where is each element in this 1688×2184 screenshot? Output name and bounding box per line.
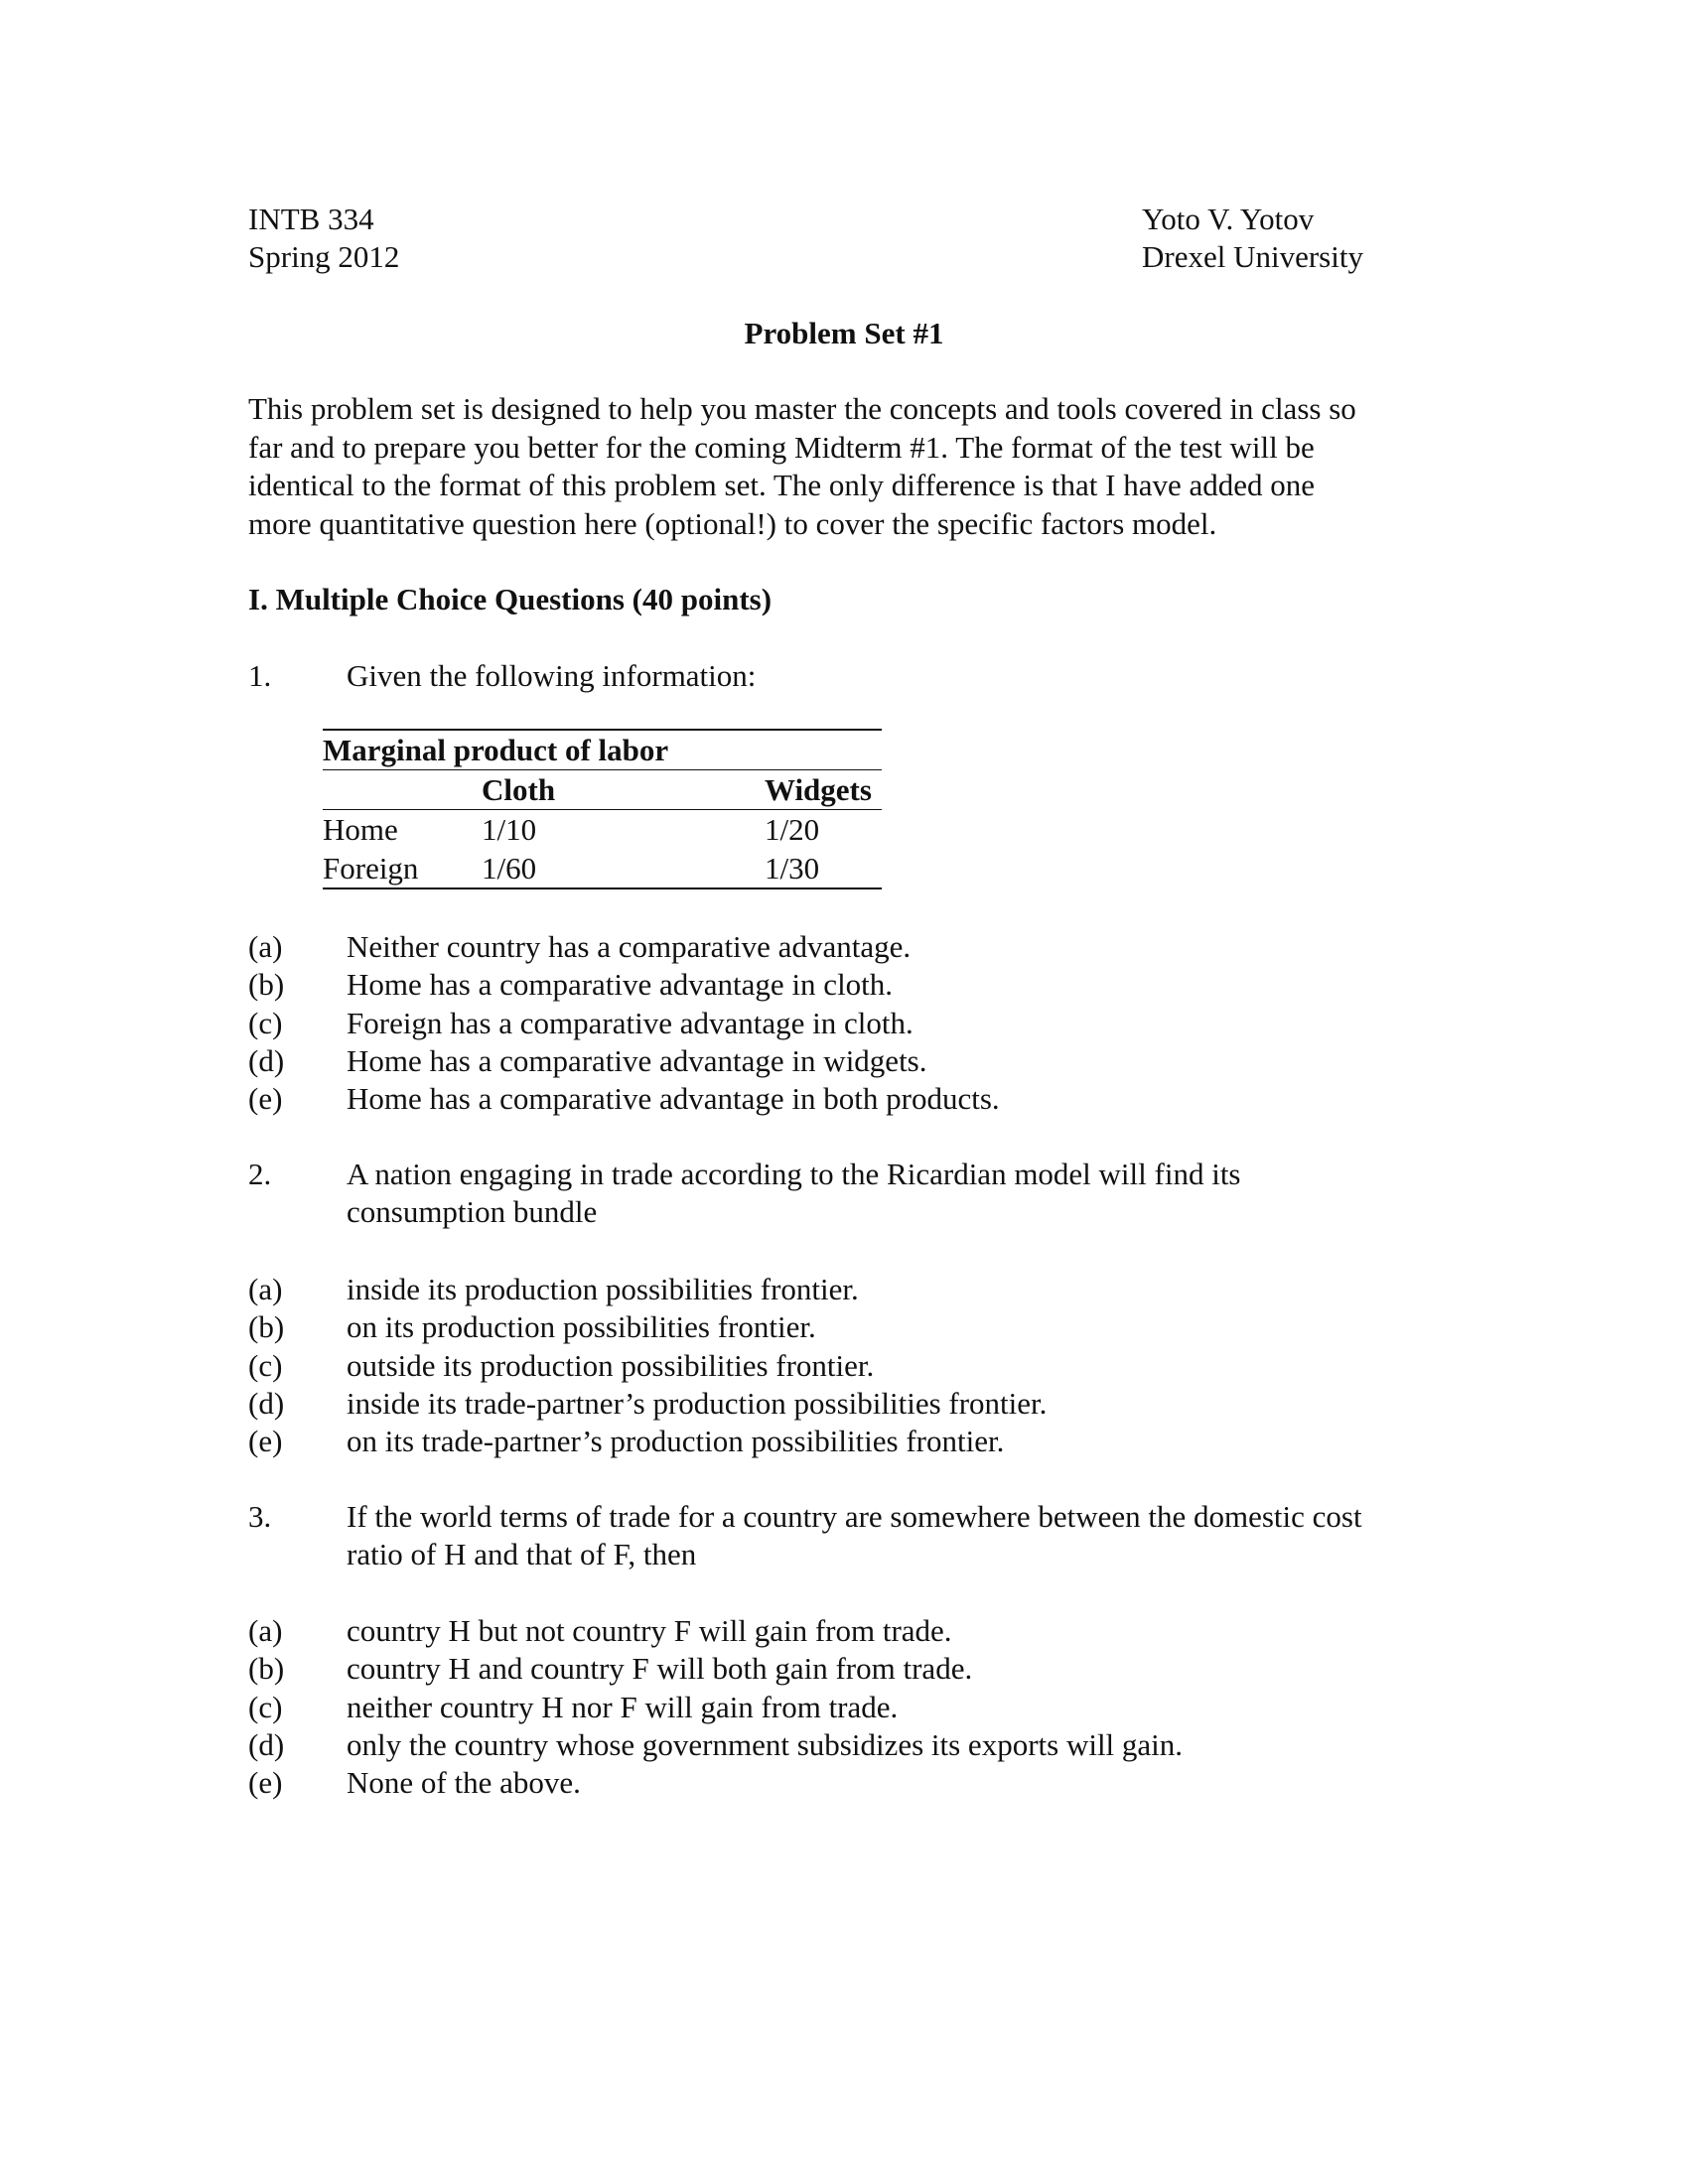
course-info	[248, 201, 399, 276]
option-text: neither country H nor F will gain from trade.	[347, 1689, 899, 1724]
answer-option[interactable]	[248, 1308, 1047, 1346]
option-text: inside its trade-partner’s production possibilities frontier.	[347, 1385, 1048, 1421]
answer-option[interactable]	[248, 1764, 1183, 1802]
option-letter: (b)	[248, 967, 285, 1003]
option-letter: (e)	[248, 1081, 283, 1117]
option-letter: (a)	[248, 1272, 283, 1306]
answer-option[interactable]	[248, 1271, 1047, 1308]
question-line: ratio of H and that of F, then	[347, 1537, 697, 1571]
marginal-product-table	[323, 729, 882, 889]
option-letter: (b)	[248, 1651, 285, 1687]
option-text: country H but not country F will gain from trade.	[347, 1613, 952, 1648]
table-cell: 1/30	[765, 849, 882, 888]
answer-option[interactable]	[248, 1689, 1183, 1726]
table-cell: 1/60	[482, 849, 765, 888]
option-letter: (c)	[248, 1005, 283, 1040]
question-text	[347, 1498, 1362, 1573]
table-row	[323, 849, 882, 888]
answer-option[interactable]	[248, 1385, 1047, 1423]
answer-option[interactable]	[248, 1612, 1183, 1650]
author-info	[1142, 201, 1363, 276]
option-text: Home has a comparative advantage in cloth.	[347, 967, 894, 1003]
option-text: Foreign has a comparative advantage in cloth.	[347, 1005, 914, 1040]
option-letter: (d)	[248, 1726, 285, 1762]
intro-line: This problem set is designed to help you master the concepts and tools covered in class so	[248, 391, 1356, 426]
option-text: Home has a comparative advantage in both products.	[347, 1081, 1000, 1117]
intro-paragraph	[248, 390, 1470, 543]
option-text: on its trade-partner’s production possibilities frontier.	[347, 1424, 1005, 1459]
option-text: Neither country has a comparative advantage.	[347, 929, 912, 964]
question-number: 1.	[248, 658, 272, 693]
option-letter: (d)	[248, 1042, 285, 1078]
table-row	[323, 810, 882, 850]
option-letter: (c)	[248, 1689, 283, 1724]
answer-option[interactable]	[248, 1726, 1183, 1764]
table-cell: 1/20	[765, 811, 820, 847]
table-header-cell	[323, 770, 482, 810]
intro-line: identical to the format of this problem set. The only difference is that I have added one	[248, 468, 1316, 502]
answer-option[interactable]	[248, 1650, 1183, 1688]
option-text: country H and country F will both gain from trade.	[347, 1651, 973, 1687]
answer-option[interactable]	[248, 1005, 1000, 1042]
option-letter: (e)	[248, 1765, 283, 1801]
question-line: Given the following information:	[347, 658, 757, 693]
question-number: 2.	[248, 1157, 272, 1191]
answer-option[interactable]	[248, 966, 1000, 1004]
answer-option[interactable]	[248, 928, 1000, 966]
table-cell: Home	[323, 811, 398, 847]
question-text	[347, 657, 756, 695]
intro-line: more quantitative question here (optional!) to cover the specific factors model.	[248, 505, 1217, 541]
option-letter: (b)	[248, 1309, 285, 1345]
option-letter: (a)	[248, 1613, 283, 1648]
author-institution: Drexel University	[1142, 239, 1363, 274]
table-cell: 1/10	[482, 811, 537, 847]
question-text	[347, 1156, 1241, 1231]
intro-line: far and to prepare you better for the coming Midterm #1. The format of the test will be	[248, 429, 1315, 465]
table-cell: Foreign	[323, 849, 482, 888]
option-text: None of the above.	[347, 1765, 581, 1801]
question-line: consumption bundle	[347, 1194, 598, 1229]
option-text: outside its production possibilities frontier.	[347, 1347, 875, 1383]
option-text: Home has a comparative advantage in widgets.	[347, 1042, 927, 1078]
answer-option[interactable]	[248, 1042, 1000, 1080]
option-letter: (d)	[248, 1385, 285, 1421]
page-title: Problem Set #1	[744, 316, 944, 350]
answer-option[interactable]	[248, 1423, 1047, 1460]
option-letter: (c)	[248, 1347, 283, 1383]
option-text: inside its production possibilities frontier.	[347, 1272, 859, 1306]
answer-options	[248, 1271, 1047, 1460]
question-line: A nation engaging in trade according to the Ricardian model will find its	[347, 1157, 1241, 1191]
author-name: Yoto V. Yotov	[1142, 202, 1315, 236]
answer-options	[248, 1612, 1183, 1802]
question-line: If the world terms of trade for a country are somewhere between the domestic cost	[347, 1499, 1362, 1534]
option-text: only the country whose government subsidizes its exports will gain.	[347, 1726, 1184, 1762]
table-caption: Marginal product of labor	[323, 730, 882, 770]
table-header-cell: Cloth	[482, 770, 765, 810]
course-code: INTB 334	[248, 202, 374, 236]
option-text: on its production possibilities frontier.	[347, 1309, 816, 1345]
course-term: Spring 2012	[248, 239, 400, 274]
table-header-cell: Widgets	[765, 770, 882, 810]
option-letter: (e)	[248, 1424, 283, 1459]
answer-option[interactable]	[248, 1080, 1000, 1118]
answer-option[interactable]	[248, 1347, 1047, 1385]
answer-options	[248, 928, 1000, 1118]
option-letter: (a)	[248, 929, 283, 964]
section-heading: I. Multiple Choice Questions (40 points)	[248, 582, 773, 616]
question-number: 3.	[248, 1499, 272, 1534]
